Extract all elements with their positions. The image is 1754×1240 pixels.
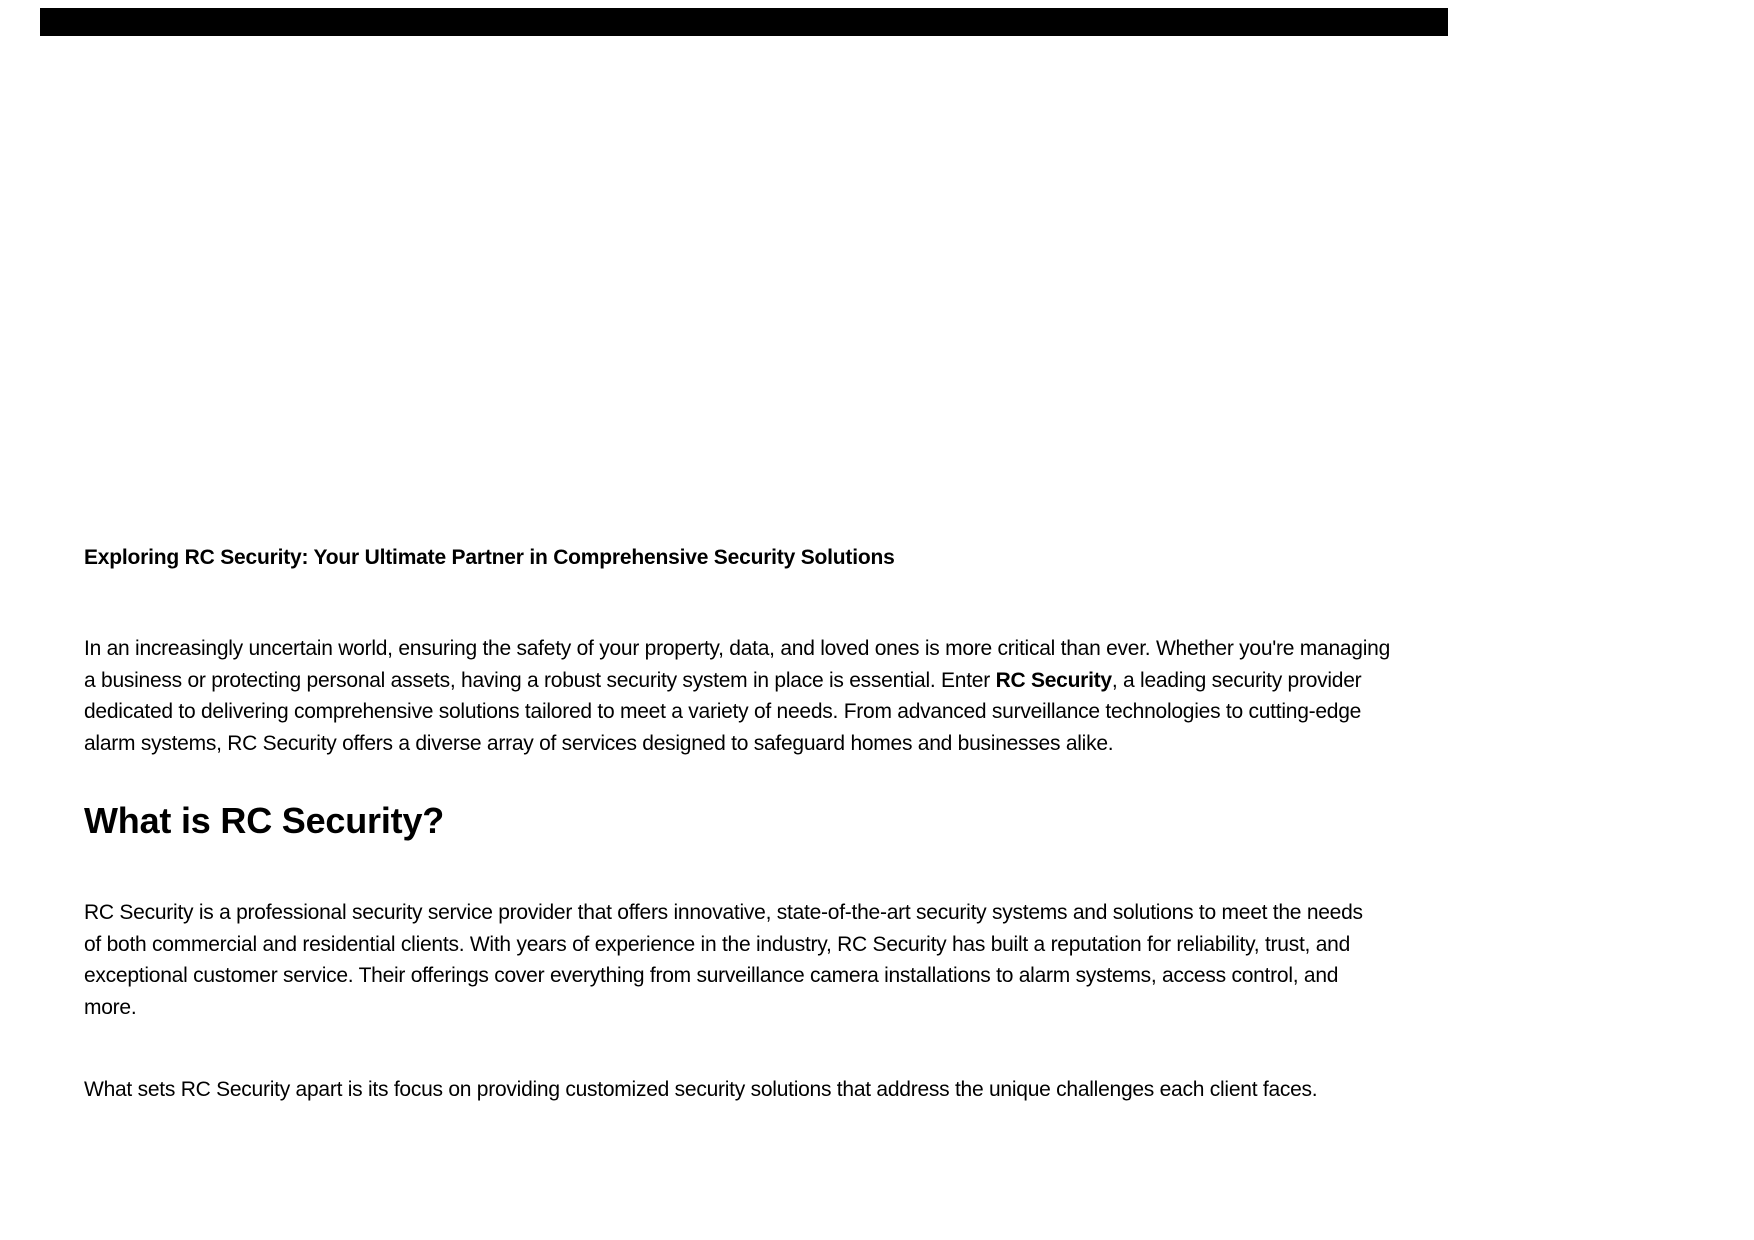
text-segment: , a leading security provider <box>1111 668 1362 692</box>
intro-paragraph <box>84 633 1390 759</box>
paragraph-line: dedicated to delivering comprehensive solutions tailored to meet a variety of needs. From advanced surveillance technologies to cutting-edge <box>84 700 1362 723</box>
paragraph-line <box>84 665 1390 697</box>
paragraph-line: In an increasingly uncertain world, ensuring the safety of your property, data, and loved ones is more critical than ever. Whether you're managing <box>84 637 1391 660</box>
paragraph-line: exceptional customer service. Their offerings cover everything from surveillance camera installations to alarm systems, access control, and <box>84 964 1339 987</box>
text-segment: a business or protecting personal assets, having a robust security system in place is essential. Enter <box>84 668 996 692</box>
closing-paragraph: What sets RC Security apart is its focus on providing customized security solutions that address the unique challenges each client faces. <box>84 1078 1318 1101</box>
body-paragraph <box>84 897 1363 1023</box>
section-heading: What is RC Security? <box>84 800 445 841</box>
top-banner-bar <box>40 8 1448 36</box>
intro-heading: Exploring RC Security: Your Ultimate Partner in Comprehensive Security Solutions <box>84 546 895 569</box>
paragraph-line: alarm systems, RC Security offers a diverse array of services designed to safeguard homes and businesses alike. <box>84 731 1114 755</box>
brand-name-bold: RC Security <box>995 668 1112 692</box>
paragraph-line: of both commercial and residential clients. With years of experience in the industry, RC Security has built a reputation for reliability, trust, and <box>84 932 1350 956</box>
paragraph-line: RC Security is a professional security service provider that offers innovative, state-of-the-art security systems and solutions to meet the needs <box>84 901 1363 924</box>
paragraph-line: more. <box>84 995 137 1019</box>
